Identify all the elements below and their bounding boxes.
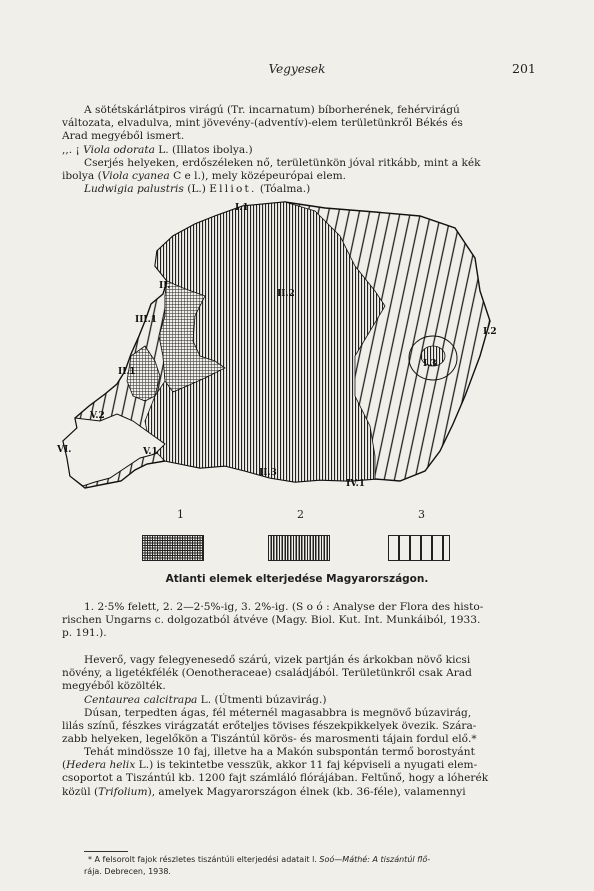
text-line: változata, elvadulva, mint jövevény-(adventív)-elem területünkről Békés és: [62, 117, 463, 130]
text-fragment: L.) is tekintetbe vesszük, akkor 11 faj képviseli a nyugati elem-: [135, 759, 478, 772]
species-name: Viola odorata: [83, 144, 155, 156]
text-line: csoportot a Tiszántúl kb. 1200 fajt számláló flórájában. Feltűnő, hogy a lóherék: [62, 772, 489, 785]
footnote-text: * A felsorolt fajok részletes tiszántúli elterjedési adatait l.: [88, 855, 320, 864]
map-label-ii2: II.: [159, 281, 171, 291]
text-line: Cserjés helyeken, erdőszéleken nő, területünkön jóval ritkább, mint a kék: [84, 157, 481, 169]
text-line: rischen Ungarns c. dolgozatból átvéve (Magy. Biol. Kut. Int. Munkáiból, 1933.: [62, 614, 481, 627]
text-fragment: (: [62, 759, 67, 772]
species-heading-centaurea: [62, 694, 542, 707]
text-line: növény, a ligetékfélék (Oenotheraceae) családjából. Területünkről csak Arad: [62, 667, 472, 680]
map-label-ii3: II.3: [259, 468, 277, 478]
running-header-title: Vegyesek: [268, 62, 326, 76]
legend-number-2: 2: [297, 508, 304, 521]
paragraph-centaurea: [62, 707, 542, 747]
species-name: Viola cyanea: [101, 170, 170, 183]
species-heading-ludwigia: [62, 183, 542, 196]
common-name: (Tóalma.): [256, 183, 311, 195]
paragraph-ludwigia: [62, 654, 542, 694]
footnote: [84, 854, 548, 878]
paragraph-viola: [62, 157, 542, 183]
text-fragment: ), amelyek Magyarországon élnek (kb. 36-féle), valamennyi: [147, 785, 466, 798]
text-fragment: közül (: [62, 785, 99, 798]
footnote-rule: [84, 851, 128, 852]
map-label-v1: V.1: [143, 447, 158, 457]
text-line: A sötétskárlátpiros virágú (Tr. incarnatum) bíborherének, fehérvirágú: [84, 104, 460, 116]
genus-name: Trifolium: [98, 785, 148, 798]
text-line: Tehát mindössze 10 faj, illetve ha a Makón subspontán termő borostyánt: [84, 746, 475, 758]
text-line: lilás színű, fészkes virágzatát erőteljes tövises fészekpikkelyek övezik. Szára-: [62, 720, 477, 733]
figure-description: [62, 601, 542, 641]
paragraph-summary: [62, 746, 542, 799]
legend-number-1: 1: [177, 508, 184, 521]
text-line: zabb helyeken, legelőkön a Tiszántúl körös- és marosmenti tájain fordul elő.*: [62, 733, 477, 746]
map-label-ii2-top: II.2: [277, 289, 295, 299]
footnote-text: rája. Debrecen, 1938.: [84, 867, 171, 876]
page-number: 201: [512, 61, 536, 76]
common-name: L. (Útmenti búzavirág.): [197, 694, 327, 706]
stray-marks: ,,. ¡: [62, 144, 84, 156]
map-label-i3: I.3: [423, 359, 437, 369]
map-label-i1: I.1: [235, 203, 249, 213]
species-heading-viola-odorata: [62, 144, 542, 157]
text-line: p. 191.).: [62, 627, 107, 640]
species-author: L. (Illatos ibolya.): [154, 144, 253, 156]
map-label-vi: VI.: [57, 445, 72, 455]
paragraph-trifolium: [62, 104, 542, 144]
legend-number-3: 3: [418, 508, 425, 521]
figure-caption: Atlanti elemek elterjedése Magyarországon.: [165, 573, 429, 585]
legend-swatch-fine-vertical: [268, 535, 330, 561]
species-author: Elliot.: [209, 183, 257, 195]
map-label-iv1: IV.1: [346, 479, 366, 489]
map-label-ii1: II.1: [118, 367, 136, 377]
text-fragment: ibolya (: [62, 170, 102, 183]
map-label-i2: I.2: [483, 327, 497, 337]
text-fragment: C e l.), mely középeurópai elem.: [169, 170, 347, 183]
footnote-reference: Soó—Máthé: A tiszántúl flő-: [319, 855, 431, 864]
text-line: Arad megyéből ismert.: [62, 130, 185, 143]
text-line: Dúsan, terpedten ágas, fél méternél magasabbra is megnövő búzavirág,: [84, 707, 472, 719]
map-label-iii1: III.1: [135, 315, 158, 325]
text-line: 1. 2·5% felett, 2. 2—2·5%-ig, 3. 2%-ig. (S o ó : Analyse der Flora des histo-: [84, 601, 484, 613]
map-label-v2: V.2: [90, 411, 105, 421]
text-fragment: (L.): [183, 183, 210, 195]
text-line: Heverő, vagy felegyenesedő szárú, vizek partján és árkokban növő kicsi: [84, 654, 471, 666]
species-name: Hedera helix: [66, 759, 136, 772]
distribution-map: [55, 196, 535, 496]
species-name: Centaurea calcitrapa: [84, 694, 198, 706]
text-line: megyéből közölték.: [62, 680, 166, 693]
legend-swatch-wide-vertical: [388, 535, 450, 561]
legend-swatch-grid: [142, 535, 204, 561]
species-name: Ludwigia palustris: [84, 183, 184, 195]
